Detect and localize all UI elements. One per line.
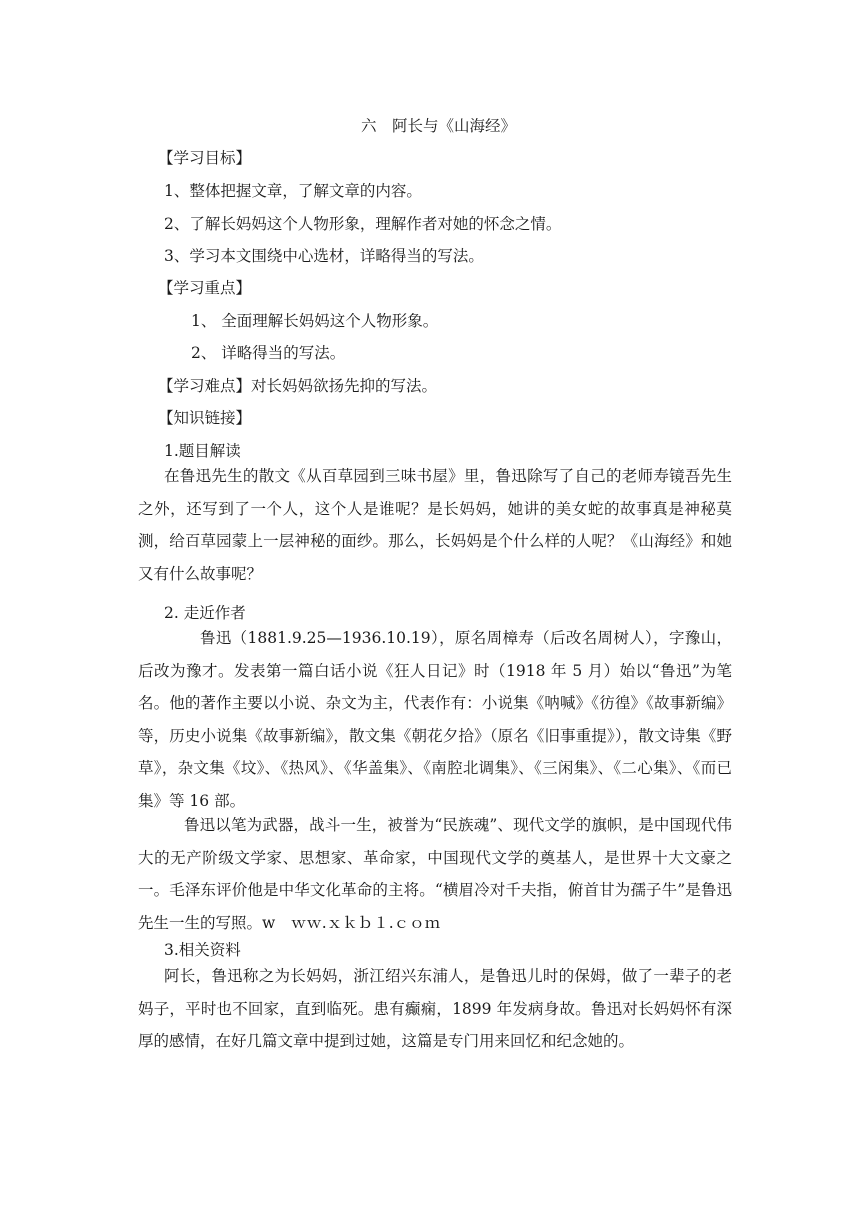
related-materials-heading: 3.相关资料 [164,941,241,959]
learning-difficulty-line: 【学习难点】对长妈妈欲扬先抑的写法。 [158,377,438,395]
related-materials-text: 阿长，鲁迅称之为长妈妈，浙江绍兴东浦人，是鲁迅儿时的保姆，做了一辈子的老妈子，平时也不回家，直到临死。患有癫痫，1899 年发病身故。鲁迅对长妈妈怀有深厚的感情，在好几篇文章中提到过她，这篇是专门用来回忆和纪念她的。 [138,967,732,1050]
author-bio-text: 鲁迅（1881.9.25—1936.10.19），原名周樟寿（后改名周树人），字豫山，后改为豫才。发表第一篇白话小说《狂人日记》时（1918 年 5 月）始以“鲁迅”为笔名。他的著作主要以小说、杂文为主，代表作有：小说集《呐喊》《彷徨》《故事新编》等，历史小说集《故事新编》，散文集《朝花夕拾》（原名《旧事重提》），散文诗集《野草》，杂文集《坟》、《热风》、《华盖集》、《南腔北调集》、《三闲集》、《二心集》、《而已集》等 16 部。 [138,629,732,810]
goal-item-1: 1、整体把握文章，了解文章的内容。 [164,182,422,200]
goal-item-3: 3、学习本文围绕中心选材，详略得当的写法。 [164,247,484,265]
topic-interpretation-text: 在鲁迅先生的散文《从百草园到三味书屋》里，鲁迅除写了自己的老师寿镜吾先生之外，还写到了一个人，这个人是谁呢？是长妈妈，她讲的美女蛇的故事真是神秘莫测，给百草园蒙上一层神秘的面纱。那么，长妈妈是个什么样的人呢？《山海经》和她又有什么故事呢？ [138,467,732,583]
document-title: 六 阿长与《山海经》 [361,117,517,135]
focus-item-1: 1、 全面理解长妈妈这个人物形象。 [191,312,439,330]
learning-goals-heading: 【学习目标】 [158,149,252,167]
goal-item-2: 2、了解长妈妈这个人物形象，理解作者对她的怀念之情。 [164,215,562,233]
author-heading: 2. 走近作者 [164,604,246,622]
topic-interpretation-heading: 1.题目解读 [164,442,241,460]
focus-item-2: 2、 详略得当的写法。 [191,344,346,362]
knowledge-links-heading: 【知识链接】 [158,409,252,427]
author-evaluation-text: 鲁迅以笔为武器，战斗一生，被誉为“民族魂”、现代文学的旗帜，是中国现代伟大的无产阶级文学家、思想家、革命家，中国现代文学的奠基人，是世界十大文豪之一。毛泽东评价他是中华文化革命的主将。“横眉冷对千夫指，俯首甘为孺子牛”是鲁迅先生一生的写照。w ｗｗ.ｘｋｂ１.ｃｏｍ [138,816,732,932]
learning-focus-heading: 【学习重点】 [158,279,252,297]
